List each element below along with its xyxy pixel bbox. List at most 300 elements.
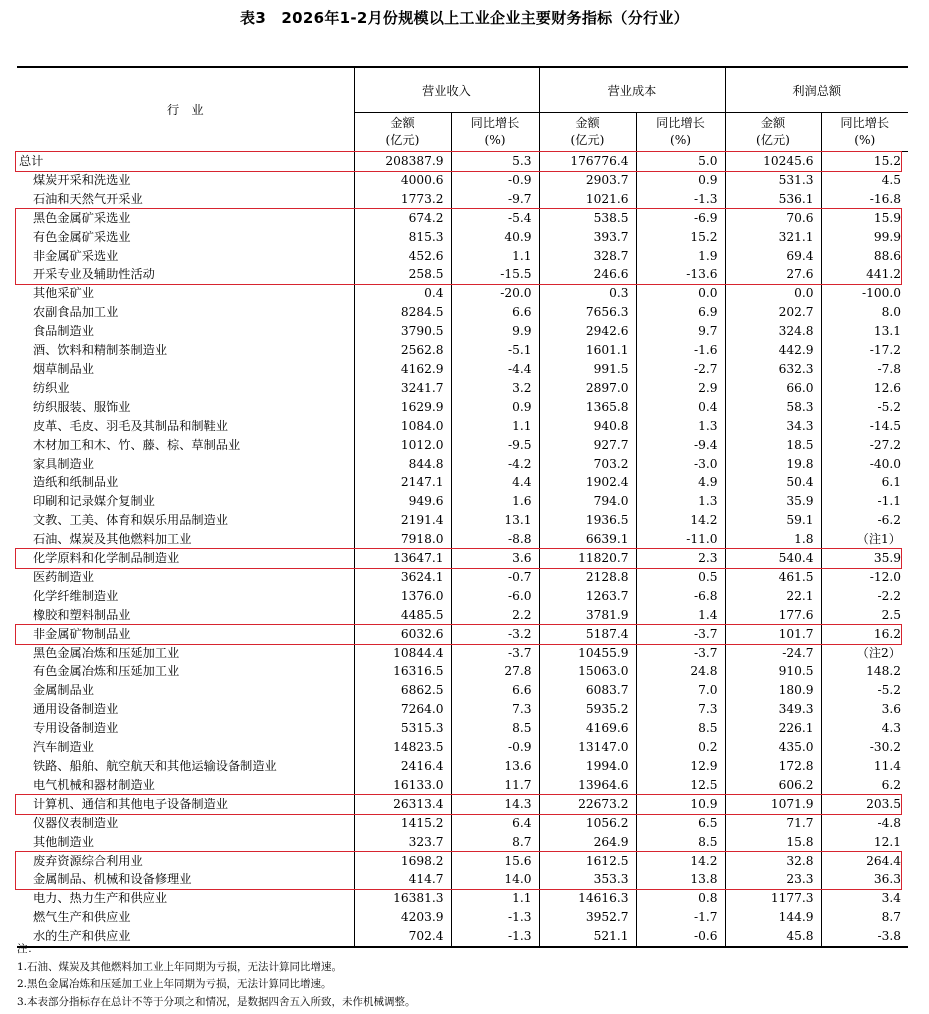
profit-amount: 71.7 (725, 814, 821, 833)
revenue-growth: 6.6 (451, 303, 539, 322)
revenue-amount: 8284.5 (354, 303, 451, 322)
profit-growth: 12.6 (821, 379, 908, 398)
table-row (17, 833, 908, 852)
revenue-growth: -15.5 (451, 265, 539, 284)
revenue-amount: 6032.6 (354, 625, 451, 644)
profit-amount: -24.7 (725, 644, 821, 663)
cost-growth: 0.5 (636, 568, 725, 587)
revenue-growth: 9.9 (451, 322, 539, 341)
cost-amount: 794.0 (539, 492, 636, 511)
table-row (17, 681, 908, 700)
table-row (17, 908, 908, 927)
growth-unit: (%) (484, 133, 506, 147)
profit-amount-header (725, 113, 821, 152)
profit-amount: 1071.9 (725, 795, 821, 814)
cost-header: 营业成本 (539, 67, 725, 113)
profit-amount: 19.8 (725, 455, 821, 474)
profit-growth: -14.5 (821, 417, 908, 436)
cost-amount: 1601.1 (539, 341, 636, 360)
revenue-growth: 3.2 (451, 379, 539, 398)
revenue-growth: -8.8 (451, 530, 539, 549)
revenue-amount: 7264.0 (354, 700, 451, 719)
cost-growth: 5.0 (636, 152, 725, 171)
revenue-growth: -0.9 (451, 171, 539, 190)
profit-growth: -5.2 (821, 398, 908, 417)
profit-amount: 435.0 (725, 738, 821, 757)
industry-name: 其他制造业 (33, 834, 94, 849)
revenue-growth: 11.7 (451, 776, 539, 795)
profit-amount: 23.3 (725, 870, 821, 889)
table-row (17, 265, 908, 284)
cost-growth: 4.9 (636, 473, 725, 492)
profit-amount: 50.4 (725, 473, 821, 492)
industry-name: 造纸和纸制品业 (33, 475, 119, 490)
profit-amount: 144.9 (725, 908, 821, 927)
revenue-growth: 8.7 (451, 833, 539, 852)
revenue-growth: 15.6 (451, 852, 539, 871)
profit-growth: -1.1 (821, 492, 908, 511)
industry-name: 化学原料和化学制品制造业 (33, 551, 180, 566)
cost-growth: 24.8 (636, 662, 725, 681)
cost-growth: -13.6 (636, 265, 725, 284)
profit-growth-header (821, 113, 908, 152)
revenue-amount: 26313.4 (354, 795, 451, 814)
cost-growth: 14.2 (636, 511, 725, 530)
cost-growth: 0.8 (636, 889, 725, 908)
cost-growth: 8.5 (636, 719, 725, 738)
table-row (17, 587, 908, 606)
industry-name: 木材加工和木、竹、藤、棕、草制品业 (33, 437, 241, 452)
profit-growth: 3.4 (821, 889, 908, 908)
revenue-growth: 6.4 (451, 814, 539, 833)
revenue-amount: 4485.5 (354, 606, 451, 625)
financial-indicators-table (17, 66, 908, 948)
cost-growth: -0.6 (636, 927, 725, 947)
revenue-amount: 2191.4 (354, 511, 451, 530)
cost-growth: 1.3 (636, 417, 725, 436)
table-row (17, 190, 908, 209)
industry-name: 非金属矿物制品业 (33, 626, 131, 641)
revenue-growth: 13.1 (451, 511, 539, 530)
cost-growth: -1.7 (636, 908, 725, 927)
revenue-growth: -0.7 (451, 568, 539, 587)
revenue-growth: -6.0 (451, 587, 539, 606)
table-row (17, 171, 908, 190)
revenue-amount: 2416.4 (354, 757, 451, 776)
cost-growth: -6.8 (636, 587, 725, 606)
revenue-growth: 1.1 (451, 417, 539, 436)
profit-growth: 3.6 (821, 700, 908, 719)
total-row (17, 152, 908, 171)
profit-growth: -5.2 (821, 681, 908, 700)
cost-growth: 0.4 (636, 398, 725, 417)
revenue-growth: 8.5 (451, 719, 539, 738)
table-row (17, 284, 908, 303)
industry-name: 石油、煤炭及其他燃料加工业 (33, 532, 192, 547)
revenue-amount: 414.7 (354, 870, 451, 889)
revenue-amount: 452.6 (354, 247, 451, 266)
cost-amount: 4169.6 (539, 719, 636, 738)
cost-growth: 1.3 (636, 492, 725, 511)
table-row (17, 379, 908, 398)
cost-growth: 1.9 (636, 247, 725, 266)
cost-amount: 15063.0 (539, 662, 636, 681)
table-title: 表3 2026年1-2月份规模以上工业企业主要财务指标（分行业） (240, 9, 689, 27)
profit-amount: 27.6 (725, 265, 821, 284)
revenue-growth: 6.6 (451, 681, 539, 700)
revenue-growth: 40.9 (451, 228, 539, 247)
profit-amount: 45.8 (725, 927, 821, 947)
revenue-amount: 3241.7 (354, 379, 451, 398)
growth-label: 同比增长 (470, 116, 520, 130)
revenue-amount: 16316.5 (354, 662, 451, 681)
amount-label: 金额 (760, 116, 786, 130)
cost-amount: 5187.4 (539, 625, 636, 644)
industry-name: 石油和天然气开采业 (33, 191, 143, 206)
cost-growth: -11.0 (636, 530, 725, 549)
profit-growth: 2.5 (821, 606, 908, 625)
note-line: 3.本表部分指标存在总计不等于分项之和情况，是数据四舍五入所致，未作机械调整。 (17, 995, 416, 1008)
table-row (17, 436, 908, 455)
cost-amount: 2897.0 (539, 379, 636, 398)
revenue-amount: 1084.0 (354, 417, 451, 436)
profit-growth: （注2） (821, 644, 908, 663)
profit-growth: 16.2 (821, 625, 908, 644)
profit-growth: 441.2 (821, 265, 908, 284)
industry-name: 燃气生产和供应业 (33, 910, 131, 925)
growth-unit: (%) (854, 133, 876, 147)
profit-amount: 0.0 (725, 284, 821, 303)
revenue-amount: 0.4 (354, 284, 451, 303)
cost-growth: -2.7 (636, 360, 725, 379)
profit-growth: 36.3 (821, 870, 908, 889)
profit-growth: -40.0 (821, 455, 908, 474)
revenue-amount-header (354, 113, 451, 152)
table-row (17, 644, 908, 663)
revenue-growth: -5.1 (451, 341, 539, 360)
revenue-growth: -1.3 (451, 927, 539, 947)
table-row (17, 852, 908, 871)
table-notes (17, 941, 416, 1011)
cost-growth: 13.8 (636, 870, 725, 889)
profit-growth: 264.4 (821, 852, 908, 871)
cost-growth: -3.7 (636, 644, 725, 663)
cost-amount: 10455.9 (539, 644, 636, 663)
profit-amount: 35.9 (725, 492, 821, 511)
industry-name: 废弃资源综合利用业 (33, 853, 143, 868)
industry-name: 专用设备制造业 (33, 721, 119, 736)
industry-name: 印刷和记录媒介复制业 (33, 494, 155, 509)
industry-name: 金属制品、机械和设备修理业 (33, 872, 192, 887)
cost-growth: -1.6 (636, 341, 725, 360)
cost-amount: 0.3 (539, 284, 636, 303)
industry-name: 电气机械和器材制造业 (33, 777, 155, 792)
profit-amount: 910.5 (725, 662, 821, 681)
industry-name: 黑色金属冶炼和压延加工业 (33, 645, 180, 660)
industry-name: 非金属矿采选业 (33, 248, 119, 263)
profit-amount: 58.3 (725, 398, 821, 417)
revenue-amount: 6862.5 (354, 681, 451, 700)
revenue-amount: 2147.1 (354, 473, 451, 492)
industry-header: 行 业 (17, 67, 354, 152)
revenue-amount: 4203.9 (354, 908, 451, 927)
industry-name: 纺织服装、服饰业 (33, 399, 131, 414)
cost-amount: 1365.8 (539, 398, 636, 417)
revenue-amount: 323.7 (354, 833, 451, 852)
profit-growth: （注1） (821, 530, 908, 549)
profit-growth: -12.0 (821, 568, 908, 587)
cost-amount: 2128.8 (539, 568, 636, 587)
revenue-growth: 1.6 (451, 492, 539, 511)
revenue-amount: 10844.4 (354, 644, 451, 663)
profit-amount: 606.2 (725, 776, 821, 795)
table-row (17, 889, 908, 908)
profit-amount: 540.4 (725, 549, 821, 568)
profit-amount: 172.8 (725, 757, 821, 776)
cost-growth: 7.3 (636, 700, 725, 719)
profit-amount: 536.1 (725, 190, 821, 209)
revenue-growth: -3.2 (451, 625, 539, 644)
industry-name: 化学纤维制造业 (33, 588, 119, 603)
cost-amount: 991.5 (539, 360, 636, 379)
cost-growth: -6.9 (636, 209, 725, 228)
table-row (17, 247, 908, 266)
profit-growth: 8.7 (821, 908, 908, 927)
profit-growth: 4.5 (821, 171, 908, 190)
cost-amount: 7656.3 (539, 303, 636, 322)
revenue-growth: 5.3 (451, 152, 539, 171)
profit-growth: 35.9 (821, 549, 908, 568)
profit-amount: 10245.6 (725, 152, 821, 171)
revenue-growth: 7.3 (451, 700, 539, 719)
table-row (17, 303, 908, 322)
revenue-growth: -9.7 (451, 190, 539, 209)
cost-amount-header (539, 113, 636, 152)
cost-growth: -1.3 (636, 190, 725, 209)
profit-amount: 18.5 (725, 436, 821, 455)
table-row (17, 549, 908, 568)
profit-amount: 70.6 (725, 209, 821, 228)
cost-amount: 2903.7 (539, 171, 636, 190)
cost-amount: 5935.2 (539, 700, 636, 719)
revenue-growth: 14.0 (451, 870, 539, 889)
table-row (17, 757, 908, 776)
revenue-amount: 674.2 (354, 209, 451, 228)
revenue-amount: 1773.2 (354, 190, 451, 209)
industry-name: 农副食品加工业 (33, 305, 119, 320)
profit-growth: -17.2 (821, 341, 908, 360)
revenue-amount: 4000.6 (354, 171, 451, 190)
table-row (17, 738, 908, 757)
amount-label: 金额 (575, 116, 600, 130)
cost-amount: 521.1 (539, 927, 636, 947)
cost-growth: 6.9 (636, 303, 725, 322)
cost-growth: 8.5 (636, 833, 725, 852)
cost-growth: 15.2 (636, 228, 725, 247)
industry-name: 总计 (19, 153, 44, 168)
profit-amount: 442.9 (725, 341, 821, 360)
revenue-amount: 702.4 (354, 927, 451, 947)
cost-amount: 6083.7 (539, 681, 636, 700)
amount-unit: (亿元) (385, 133, 420, 147)
revenue-growth: -3.7 (451, 644, 539, 663)
table-row (17, 455, 908, 474)
revenue-amount: 1415.2 (354, 814, 451, 833)
cost-growth: -9.4 (636, 436, 725, 455)
revenue-growth: 0.9 (451, 398, 539, 417)
profit-amount: 321.1 (725, 228, 821, 247)
cost-amount: 927.7 (539, 436, 636, 455)
table-row (17, 814, 908, 833)
industry-name: 其他采矿业 (33, 286, 94, 301)
revenue-growth: -1.3 (451, 908, 539, 927)
profit-growth: 88.6 (821, 247, 908, 266)
revenue-amount: 14823.5 (354, 738, 451, 757)
revenue-growth: 1.1 (451, 247, 539, 266)
revenue-amount: 16133.0 (354, 776, 451, 795)
cost-amount: 1936.5 (539, 511, 636, 530)
revenue-header: 营业收入 (354, 67, 539, 113)
cost-growth: 7.0 (636, 681, 725, 700)
profit-growth: 148.2 (821, 662, 908, 681)
notes-heading: 注： (17, 943, 38, 955)
cost-amount: 11820.7 (539, 549, 636, 568)
cost-growth: 9.7 (636, 322, 725, 341)
revenue-amount: 4162.9 (354, 360, 451, 379)
industry-name: 汽车制造业 (33, 740, 94, 755)
table-row (17, 228, 908, 247)
profit-amount: 632.3 (725, 360, 821, 379)
revenue-growth-header (451, 113, 539, 152)
profit-growth: -100.0 (821, 284, 908, 303)
amount-unit: (亿元) (570, 133, 605, 147)
cost-growth: 2.9 (636, 379, 725, 398)
cost-amount: 538.5 (539, 209, 636, 228)
industry-name: 皮革、毛皮、羽毛及其制品和制鞋业 (33, 418, 228, 433)
table-row (17, 530, 908, 549)
revenue-growth: 4.4 (451, 473, 539, 492)
table-row (17, 417, 908, 436)
profit-amount: 15.8 (725, 833, 821, 852)
table-row (17, 322, 908, 341)
cost-growth: -3.7 (636, 625, 725, 644)
profit-growth: 203.5 (821, 795, 908, 814)
revenue-amount: 1012.0 (354, 436, 451, 455)
table-row (17, 870, 908, 889)
cost-growth: 14.2 (636, 852, 725, 871)
cost-growth: 12.5 (636, 776, 725, 795)
industry-name: 家具制造业 (33, 456, 94, 471)
cost-amount: 246.6 (539, 265, 636, 284)
profit-amount: 32.8 (725, 852, 821, 871)
table-row (17, 568, 908, 587)
cost-amount: 1612.5 (539, 852, 636, 871)
revenue-amount: 1376.0 (354, 587, 451, 606)
profit-amount: 177.6 (725, 606, 821, 625)
industry-name: 橡胶和塑料制品业 (33, 607, 131, 622)
cost-growth: -3.0 (636, 455, 725, 474)
industry-name: 黑色金属矿采选业 (33, 210, 131, 225)
profit-growth: -30.2 (821, 738, 908, 757)
cost-growth: 1.4 (636, 606, 725, 625)
profit-amount: 1.8 (725, 530, 821, 549)
profit-amount: 461.5 (725, 568, 821, 587)
cost-amount: 13147.0 (539, 738, 636, 757)
table-row (17, 398, 908, 417)
industry-name: 仪器仪表制造业 (33, 815, 119, 830)
revenue-amount: 949.6 (354, 492, 451, 511)
profit-amount: 69.4 (725, 247, 821, 266)
cost-amount: 3781.9 (539, 606, 636, 625)
revenue-amount: 7918.0 (354, 530, 451, 549)
profit-amount: 22.1 (725, 587, 821, 606)
industry-name: 有色金属冶炼和压延加工业 (33, 664, 180, 679)
revenue-growth: 1.1 (451, 889, 539, 908)
cost-growth: 0.0 (636, 284, 725, 303)
table-row (17, 625, 908, 644)
profit-growth: -16.8 (821, 190, 908, 209)
revenue-growth: -4.4 (451, 360, 539, 379)
industry-name: 食品制造业 (33, 324, 94, 339)
profit-growth: -7.8 (821, 360, 908, 379)
cost-amount: 940.8 (539, 417, 636, 436)
profit-amount: 59.1 (725, 511, 821, 530)
cost-amount: 703.2 (539, 455, 636, 474)
profit-amount: 66.0 (725, 379, 821, 398)
profit-growth: -3.8 (821, 927, 908, 947)
industry-name: 煤炭开采和洗选业 (33, 172, 131, 187)
profit-amount: 324.8 (725, 322, 821, 341)
revenue-growth: -9.5 (451, 436, 539, 455)
revenue-growth: -5.4 (451, 209, 539, 228)
cost-amount: 14616.3 (539, 889, 636, 908)
profit-growth: 12.1 (821, 833, 908, 852)
table-row (17, 473, 908, 492)
amount-unit: (亿元) (756, 133, 790, 147)
profit-amount: 531.3 (725, 171, 821, 190)
revenue-amount: 1629.9 (354, 398, 451, 417)
cost-amount: 2942.6 (539, 322, 636, 341)
profit-growth: 4.3 (821, 719, 908, 738)
cost-growth: 0.2 (636, 738, 725, 757)
industry-name: 铁路、船舶、航空航天和其他运输设备制造业 (33, 759, 277, 773)
table-row (17, 719, 908, 738)
growth-label: 同比增长 (656, 116, 705, 130)
revenue-growth: 13.6 (451, 757, 539, 776)
cost-amount: 13964.6 (539, 776, 636, 795)
cost-amount: 1994.0 (539, 757, 636, 776)
cost-growth: 10.9 (636, 795, 725, 814)
cost-amount: 1263.7 (539, 587, 636, 606)
revenue-amount: 3624.1 (354, 568, 451, 587)
cost-amount: 3952.7 (539, 908, 636, 927)
profit-amount: 202.7 (725, 303, 821, 322)
cost-growth-header (636, 113, 725, 152)
revenue-amount: 16381.3 (354, 889, 451, 908)
table-row (17, 662, 908, 681)
table-row (17, 492, 908, 511)
profit-growth: -4.8 (821, 814, 908, 833)
industry-name: 酒、饮料和精制茶制造业 (33, 343, 168, 358)
profit-amount: 1177.3 (725, 889, 821, 908)
revenue-growth: 2.2 (451, 606, 539, 625)
industry-name: 电力、热力生产和供应业 (33, 891, 168, 906)
industry-name: 医药制造业 (33, 569, 94, 584)
profit-growth: 11.4 (821, 757, 908, 776)
cost-amount: 353.3 (539, 870, 636, 889)
cost-amount: 176776.4 (539, 152, 636, 171)
note-line: 2.黑色金属冶炼和压延加工业上年同期为亏损，无法计算同比增速。 (17, 978, 332, 990)
